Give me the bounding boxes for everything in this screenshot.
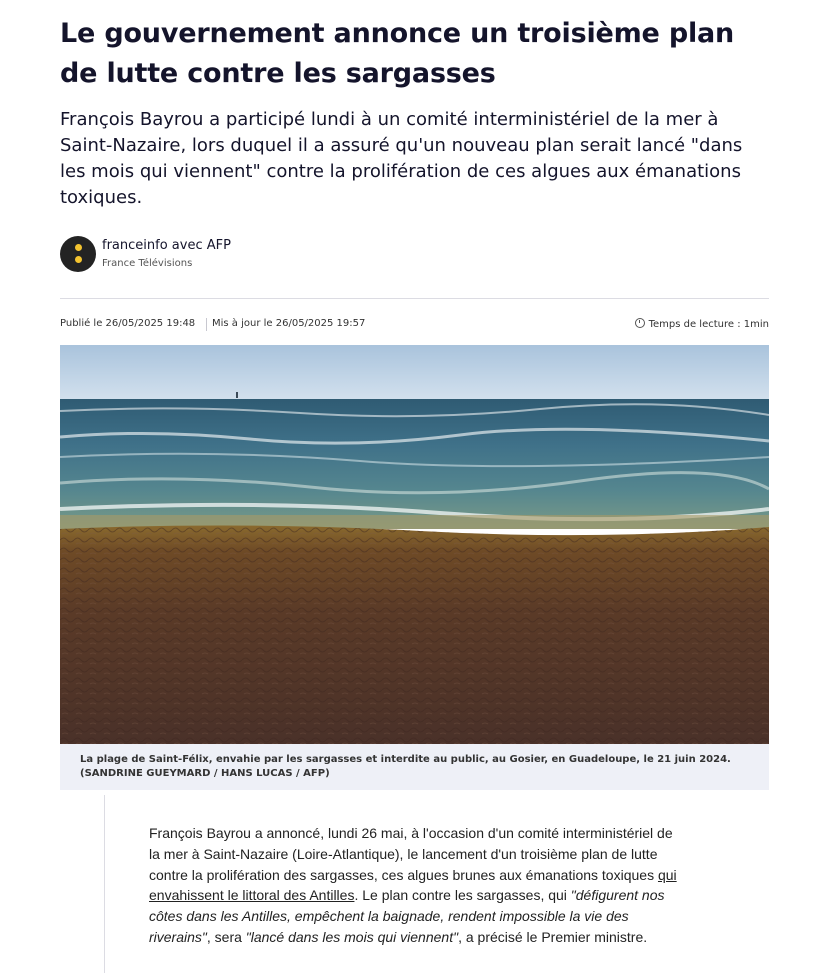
article-meta — [60, 318, 769, 332]
reading-time — [635, 318, 769, 330]
article-photo[interactable] — [60, 345, 769, 744]
divider — [60, 298, 769, 299]
meta-separator — [206, 318, 207, 331]
body-text-4: , a précisé le Premier ministre. — [458, 928, 648, 945]
logo-dot-top — [75, 244, 82, 251]
article-chapo: François Bayrou a participé lundi à un comité interministériel de la mer à Saint-Nazaire, lors duquel il a assuré qu'un nouveau plan serait lancé "dans les mois qui viennent" contre la prolifération de ces algues aux émanations toxiques. — [60, 109, 743, 208]
beach-sargassum-image — [60, 345, 769, 744]
clock-icon — [635, 318, 645, 328]
reading-time-label: Temps de lecture : 1min — [648, 319, 769, 330]
franceinfo-logo-icon[interactable] — [60, 236, 96, 272]
body-text-1: François Bayrou a annoncé, lundi 26 mai, à l'occasion d'un comité interministériel de la mer à Saint-Nazaire (Loire-Atlantique), le lancement d'un troisième plan de lutte contre la prolifération des sargasses, ces algues brunes aux émanations toxiques — [149, 825, 673, 883]
author-name[interactable]: franceinfo avec AFP — [102, 238, 231, 253]
article-body-paragraph — [149, 823, 679, 948]
published-date: Publié le 26/05/2025 19:48 — [60, 318, 196, 329]
updated-date: Mis à jour le 26/05/2025 19:57 — [212, 318, 366, 329]
logo-dot-bottom — [75, 256, 82, 263]
quote-2: "lancé dans les mois qui viennent" — [245, 928, 459, 945]
body-text-3: , sera — [206, 928, 246, 945]
author-block[interactable] — [60, 236, 460, 272]
quote-1: "défigurent nos côtes dans les Antilles, empêchent la baignade, rendent impossible la vie des riverains" — [149, 887, 665, 945]
article-title: Le gouvernement annonce un troisième plan de lutte contre les sargasses — [60, 18, 735, 89]
caption-text: La plage de Saint-Félix, envahie par les sargasses et interdite au public, au Gosier, en Guadeloupe, le 21 juin 2024. (SANDRINE GUEYMARD / HANS LUCAS / AFP) — [80, 754, 731, 779]
photo-caption — [60, 744, 769, 790]
author-organization: France Télévisions — [102, 258, 193, 269]
antilles-link[interactable]: qui envahissent le littoral des Antilles — [149, 866, 677, 904]
body-margin-bar — [104, 795, 105, 973]
body-text-2: . Le plan contre les sargasses, qui — [354, 887, 571, 904]
